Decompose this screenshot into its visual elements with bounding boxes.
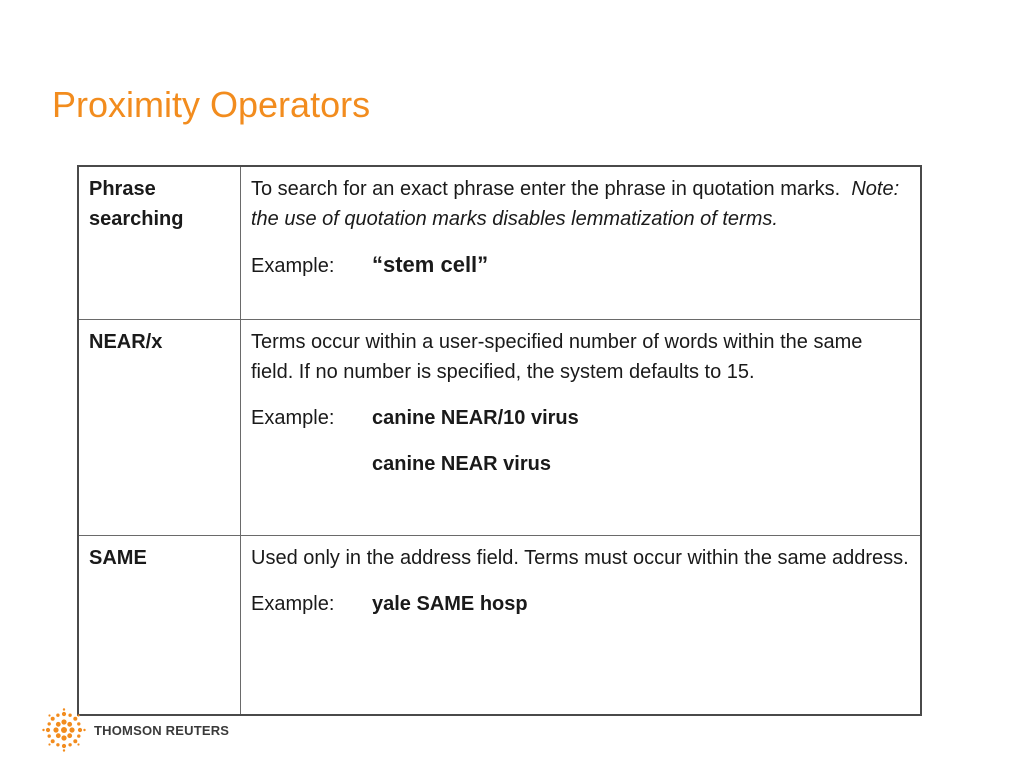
table-row [78, 319, 921, 535]
description-main: Terms occur within a user-specified number of words within the same field. If no number is specified, the system defaults to 15. [251, 330, 863, 383]
table-row [78, 535, 921, 715]
example-label: Example: [251, 255, 335, 277]
description-main: To search for an exact phrase enter the phrase in quotation marks. [251, 178, 841, 200]
term-phrase-searching: Phrase searching [78, 166, 241, 319]
example-line [251, 449, 910, 479]
description-cell [241, 535, 922, 715]
example-label: Example: [251, 406, 335, 429]
description-main: Used only in the address field. Terms must occur within the same address. [251, 546, 909, 569]
example-value: yale SAME hosp [372, 592, 528, 615]
reuters-dots-icon [42, 708, 86, 752]
description-note: Note: the use of quotation marks disables lemmatization of terms. [251, 178, 900, 230]
example-line [251, 250, 910, 281]
example-line [251, 403, 910, 433]
table-row [78, 166, 921, 319]
term-near-x: NEAR/x [78, 319, 241, 535]
description-text [251, 174, 910, 234]
operators-table [77, 165, 922, 716]
thomson-reuters-logo [42, 708, 229, 752]
example-value: canine NEAR virus [372, 452, 551, 475]
example-label: Example: [251, 592, 335, 615]
description-cell [241, 319, 922, 535]
example-value: canine NEAR/10 virus [372, 406, 579, 429]
slide-title: Proximity Operators [52, 84, 371, 125]
example-value: “stem cell” [372, 252, 489, 277]
brand-name: THOMSON REUTERS [94, 722, 230, 738]
term-same: SAME [78, 535, 241, 715]
description-cell [241, 166, 922, 319]
example-line [251, 589, 910, 619]
